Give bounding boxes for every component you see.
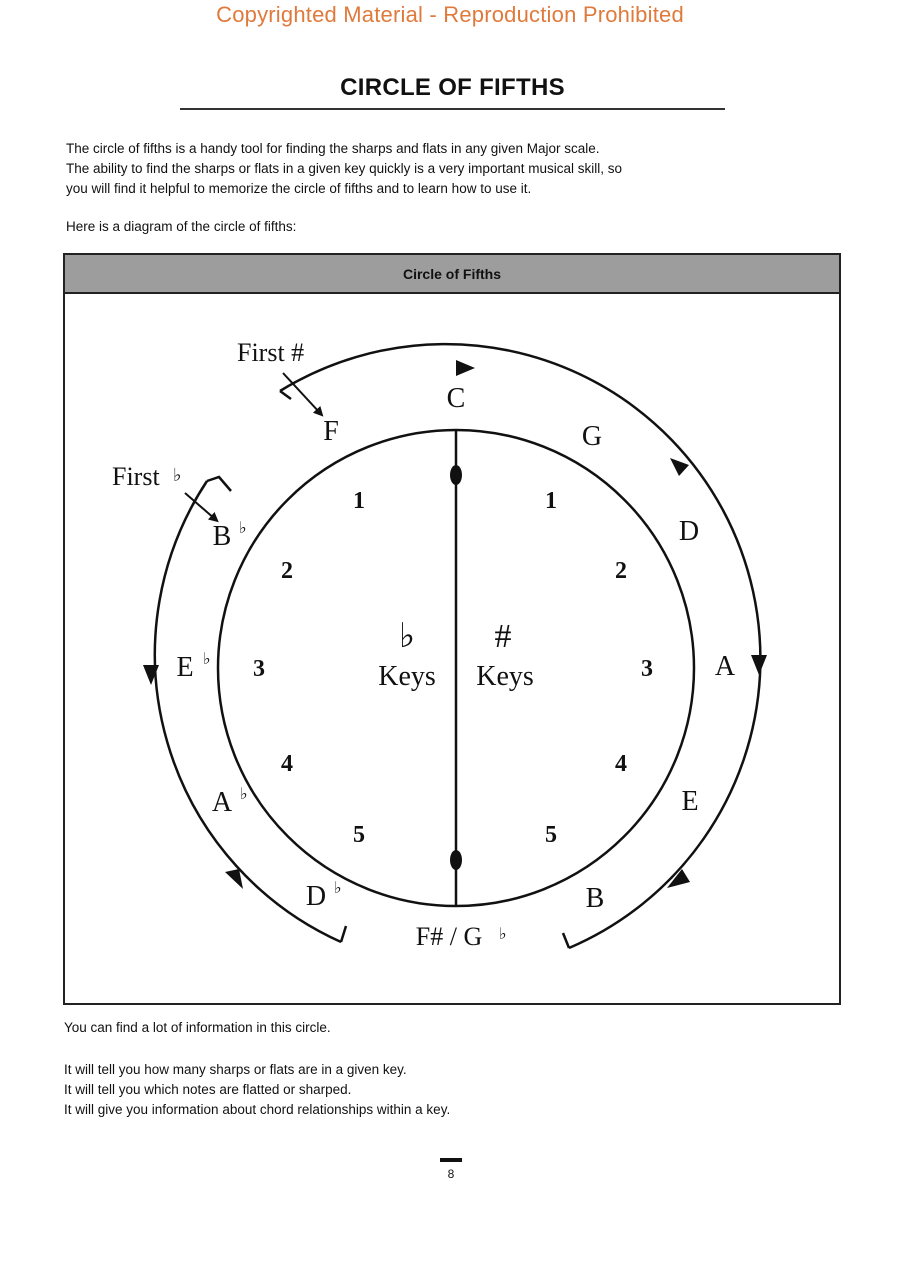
page-number	[440, 1158, 462, 1181]
flat-count-2: 2	[281, 558, 293, 584]
first-flat-label: First	[112, 462, 160, 491]
sharp-count-3: 3	[641, 656, 653, 682]
intro-line: The ability to find the sharps or flats in a given key quickly is a very important musical skill, so	[66, 161, 622, 176]
top-number: 0	[451, 466, 461, 488]
page-number-bar	[440, 1158, 462, 1162]
page-number-text: 8	[447, 1167, 455, 1181]
sharp-arc-end-tick	[563, 933, 569, 948]
sharp-symbol-center: #	[494, 618, 512, 655]
copyright-watermark: Copyrighted Material - Reproduction Prohibited	[216, 2, 684, 27]
arrowhead-top	[456, 360, 475, 376]
page-title: CIRCLE OF FIFTHS	[340, 74, 565, 101]
first-flat-symbol: ♭	[173, 465, 182, 485]
key-dflat-symbol: ♭	[334, 880, 342, 897]
key-bflat-symbol: ♭	[239, 520, 247, 537]
sharp-count-4: 4	[615, 751, 627, 777]
key-e: E	[681, 786, 699, 817]
diagram-lead-text: Here is a diagram of the circle of fifths:	[66, 219, 297, 234]
sharp-count-2: 2	[615, 558, 627, 584]
key-gflat-symbol: ♭	[499, 926, 507, 943]
key-eflat-symbol: ♭	[203, 651, 211, 668]
first-sharp-label: First #	[237, 338, 305, 367]
sharp-keys-label: Keys	[476, 661, 534, 692]
notes-item: It will tell you how many sharps or flats are in a given key.	[64, 1062, 407, 1077]
key-dflat: D	[305, 881, 327, 912]
notes-item: It will tell you which notes are flatted or sharped.	[64, 1082, 352, 1097]
notes-item: It will give you information about chord relationships within a key.	[64, 1102, 451, 1117]
key-f: F	[323, 416, 339, 447]
key-bflat: B	[212, 521, 232, 552]
first-flat-pointer	[185, 493, 215, 519]
flat-arc-end-tick	[341, 926, 346, 942]
figure-header: Circle of Fifths	[65, 255, 839, 294]
arrowhead-a	[751, 655, 767, 675]
intro-paragraph	[66, 139, 806, 199]
key-c: C	[446, 383, 466, 414]
sharp-arc-start-tick	[280, 391, 291, 399]
key-b: B	[585, 883, 605, 914]
key-a: A	[714, 651, 736, 682]
key-aflat: A	[211, 787, 233, 818]
intro-line: you will find it helpful to memorize the circle of fifths and to learn how to use it.	[66, 181, 532, 196]
notes-section	[64, 1018, 450, 1120]
circle-of-fifths-figure	[63, 253, 841, 1005]
arrowhead-d	[670, 458, 689, 476]
sharp-count-1: 1	[545, 488, 557, 514]
intro-line: The circle of fifths is a handy tool for finding the sharps and flats in any given Major scale.	[66, 141, 600, 156]
flat-count-1: 1	[353, 488, 365, 514]
flat-count-3: 3	[253, 656, 265, 682]
flat-arc-start-tick	[207, 477, 231, 491]
key-fsharp-gflat: F# / G	[415, 922, 483, 951]
flat-symbol-center: ♭	[398, 618, 416, 655]
key-aflat-symbol: ♭	[240, 786, 248, 803]
flat-count-4: 4	[281, 751, 293, 777]
sharp-count-5: 5	[545, 822, 557, 848]
key-d: D	[678, 516, 700, 547]
flat-keys-label: Keys	[378, 661, 436, 692]
key-g: G	[581, 421, 603, 452]
circle-diagram	[65, 255, 841, 1005]
title-underline	[180, 108, 725, 110]
notes-intro: You can find a lot of information in this circle.	[64, 1020, 331, 1035]
flat-count-5: 5	[353, 822, 365, 848]
key-eflat: E	[176, 652, 194, 683]
bottom-number: 6	[451, 850, 461, 872]
